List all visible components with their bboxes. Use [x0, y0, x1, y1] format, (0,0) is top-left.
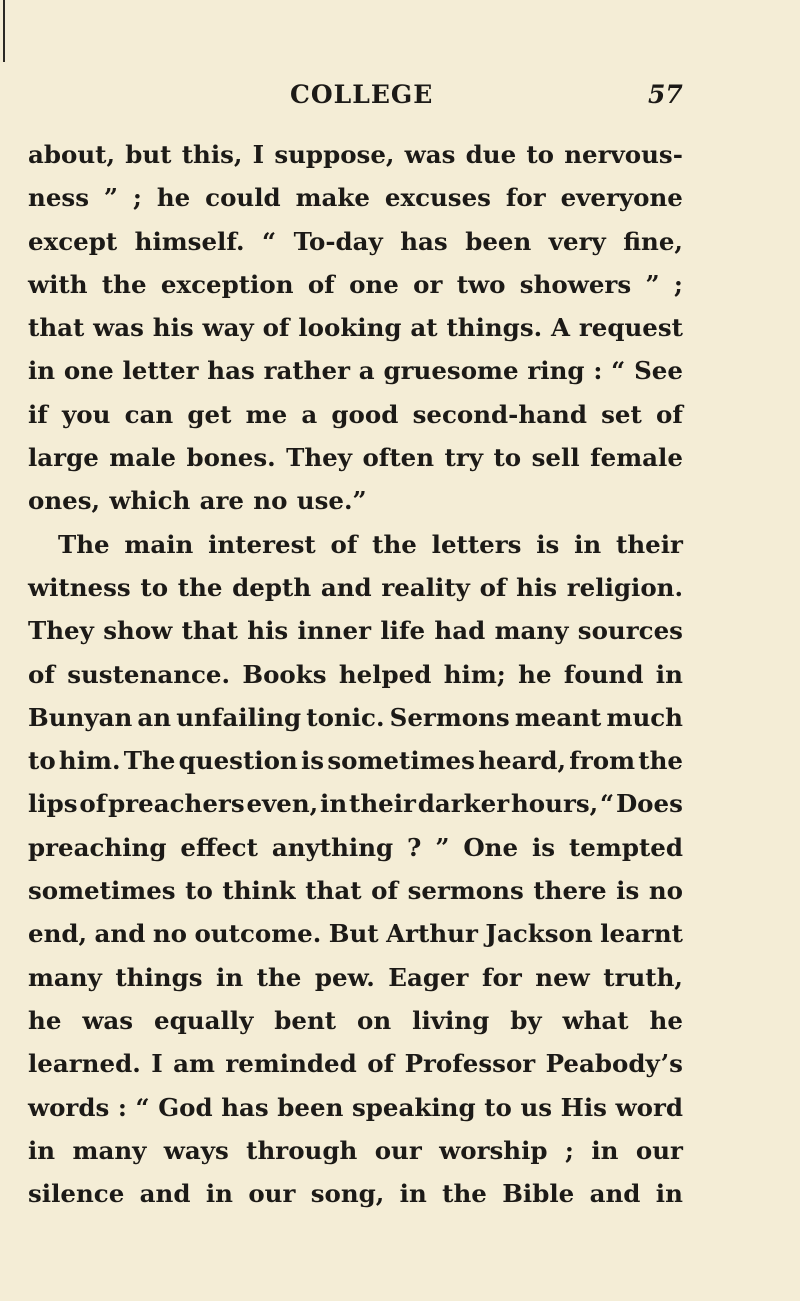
page-edge-line: [3, 0, 5, 62]
text-line: in many ways through our worship ; in our: [28, 1135, 683, 1165]
text-line: words : “ God has been speaking to us His word: [28, 1092, 683, 1122]
page-number: 57: [648, 80, 683, 109]
text-line: ness ” ; he could make excuses for everyone: [28, 183, 683, 213]
text-line: They show that his inner life had many sources: [28, 616, 683, 646]
text-line: sometimes to think that of sermons there is no: [28, 876, 683, 906]
text-line: end, and no outcome. But Arthur Jackson learnt: [28, 919, 683, 949]
text-line: many things in the pew. Eager for new truth,: [28, 962, 683, 992]
running-head: [0, 80, 800, 116]
text-line: to him. The question is sometimes heard, from the: [28, 746, 683, 776]
text-line: ones, which are no use.”: [28, 486, 367, 516]
text-line: with the exception of one or two showers ” ;: [28, 269, 683, 299]
running-head-title: COLLEGE: [290, 80, 434, 109]
text-line: that was his way of looking at things. A request: [28, 313, 683, 343]
text-line: about, but this, I suppose, was due to nervous-: [28, 140, 683, 169]
text-line: if you can get me a good second-hand set of: [28, 399, 683, 429]
body-text: [28, 133, 683, 1215]
text-line: preaching effect anything ? ” One is tempted: [28, 832, 683, 862]
text-line: in one letter has rather a gruesome ring : “ See: [28, 356, 683, 386]
text-line: silence and in our song, in the Bible and in: [28, 1179, 683, 1209]
text-line: lips of preachers even, in their darker hours, “ Does: [28, 789, 683, 819]
text-line: large male bones. They often try to sell female: [28, 443, 683, 473]
text-line: he was equally bent on living by what he: [28, 1005, 683, 1035]
text-line: except himself. “ To-day has been very fine,: [28, 226, 683, 256]
text-line: of sustenance. Books helped him; he found in: [28, 659, 683, 689]
text-line: The main interest of the letters is in their: [58, 529, 683, 559]
text-line: witness to the depth and reality of his religion.: [28, 572, 683, 602]
text-line: Bunyan an unfailing tonic. Sermons meant much: [28, 702, 683, 732]
text-line: learned. I am reminded of Professor Peabody’s: [28, 1049, 683, 1079]
